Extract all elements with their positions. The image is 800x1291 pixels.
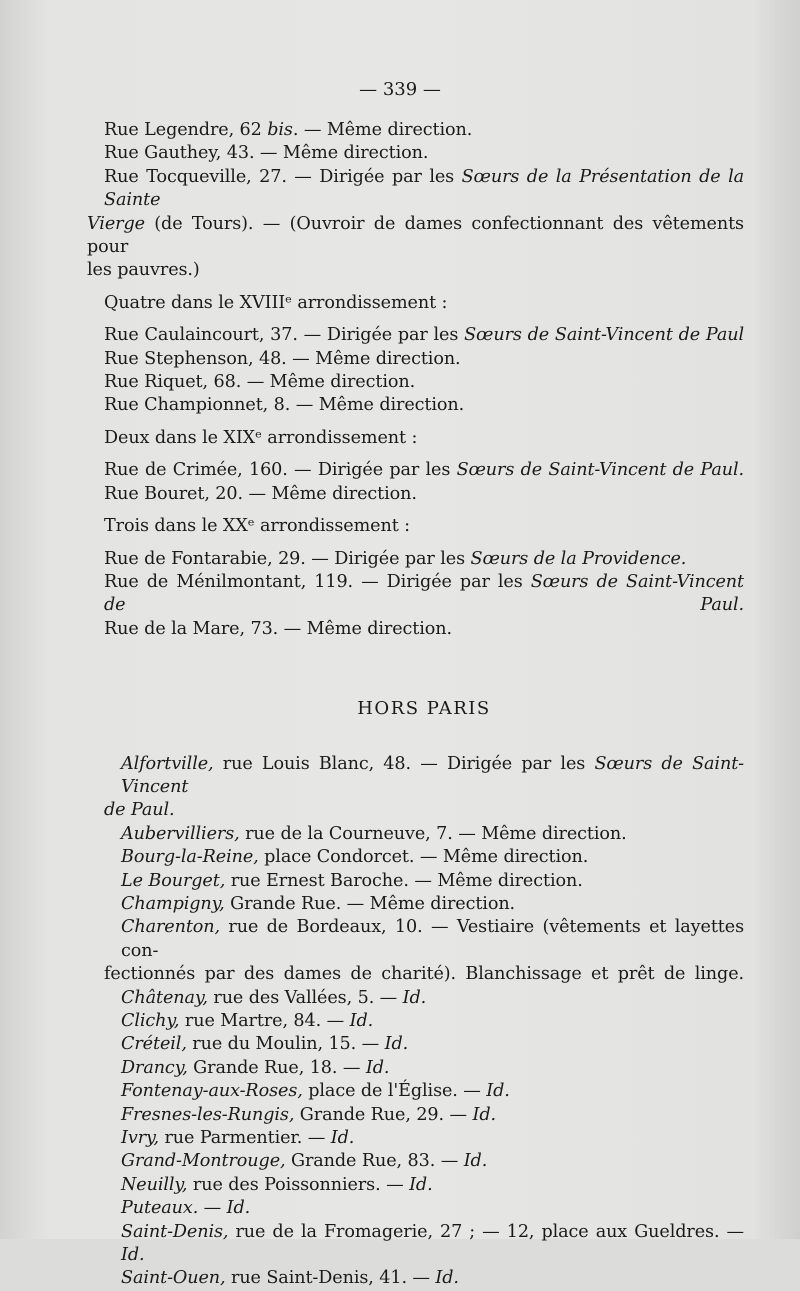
page-number: — 339 —: [359, 79, 441, 100]
heading-19th: Deux dans le XIXᵉ arrondissement :: [104, 427, 418, 448]
entry-puteaux: Puteaux. — Id.: [121, 1198, 251, 1219]
section-heading-hors-paris: HORS PARIS: [357, 698, 491, 720]
address-riquet: Rue Riquet, 68. — Même direction.: [104, 372, 416, 393]
address-bouret: Rue Bouret, 20. — Même direction.: [104, 483, 417, 504]
entry-aubervilliers: Aubervilliers, rue de la Courneuve, 7. — Même direction.: [121, 823, 627, 844]
entry-champigny: Champigny, Grande Rue. — Même direction.: [121, 893, 516, 914]
address-championnet: Rue Championnet, 8. — Même direction.: [104, 395, 465, 416]
entry-saint-ouen: Saint-Ouen, rue Saint-Denis, 41. — Id.: [121, 1268, 459, 1289]
address-fontarabie: Rue de Fontarabie, 29. — Dirigée par les Sœurs de la Providence.: [104, 548, 687, 569]
address-stephenson: Rue Stephenson, 48. — Même direction.: [104, 348, 461, 369]
entry-charenton: Charenton, rue de Bordeaux, 10. — Vestiaire (vêtements et layettes con-: [121, 917, 744, 961]
entry-drancy: Drancy, Grande Rue, 18. — Id.: [121, 1057, 390, 1078]
entry-bourg-la-reine: Bourg-la-Reine, place Condorcet. — Même direction.: [121, 847, 589, 868]
entry-creteil: Créteil, rue du Moulin, 15. — Id.: [121, 1034, 409, 1055]
page-body: [87, 119, 745, 1291]
entry-fresnes-les-rungis: Fresnes-les-Rungis, Grande Rue, 29. — Id.: [121, 1104, 497, 1125]
address-crimee: Rue de Crimée, 160. — Dirigée par les Sœurs de Saint-Vincent de Paul.: [104, 460, 744, 481]
entry-alfortville-cont: de Paul.: [104, 800, 175, 821]
address-menilmontant: Rue de Ménilmontant, 119. — Dirigée par les Sœurs de Saint-Vincent de Paul.: [104, 571, 745, 616]
address-legendre: Rue Legendre, 62 bis. — Même direction.: [104, 120, 473, 140]
entry-fontenay-aux-roses: Fontenay-aux-Roses, place de l'Église. — Id.: [121, 1081, 510, 1102]
entry-neuilly: Neuilly, rue des Poissonniers. — Id.: [121, 1174, 433, 1195]
entry-grand-montrouge: Grand-Montrouge, Grande Rue, 83. — Id.: [121, 1151, 488, 1172]
address-tocqueville-cont: Vierge (de Tours). — (Ouvroir de dames confectionnant des vêtements pour: [87, 213, 744, 258]
entry-charenton-cont: fectionnés par des dames de charité). Blanchissage et prêt de linge.: [104, 964, 744, 985]
address-gauthey: Rue Gauthey, 43. — Même direction.: [104, 143, 429, 164]
entry-ivry: Ivry, rue Parmentier. — Id.: [121, 1128, 355, 1149]
address-tocqueville: Rue Tocqueville, 27. — Dirigée par les Sœurs de la Présentation de la Sainte: [104, 166, 744, 211]
address-caulaincourt: Rue Caulaincourt, 37. — Dirigée par les Sœurs de Saint-Vincent de Paul: [104, 325, 744, 346]
entry-alfortville: Alfortville, rue Louis Blanc, 48. — Dirigée par les Sœurs de Saint-Vincent: [121, 753, 745, 797]
entry-chatenay: Châtenay, rue des Vallées, 5. — Id.: [121, 987, 427, 1008]
entry-clichy: Clichy, rue Martre, 84. — Id.: [121, 1011, 374, 1031]
heading-18th: Quatre dans le XVIIIᵉ arrondissement :: [104, 292, 448, 313]
entry-le-bourget: Le Bourget, rue Ernest Baroche. — Même direction.: [121, 870, 583, 891]
address-mare: Rue de la Mare, 73. — Même direction.: [104, 618, 453, 639]
heading-20th: Trois dans le XXᵉ arrondissement :: [104, 516, 410, 537]
address-tocqueville-cont2: les pauvres.): [87, 260, 200, 281]
entry-saint-denis: Saint-Denis, rue de la Fromagerie, 27 ; — 12, place aux Gueldres. — Id.: [121, 1221, 744, 1266]
